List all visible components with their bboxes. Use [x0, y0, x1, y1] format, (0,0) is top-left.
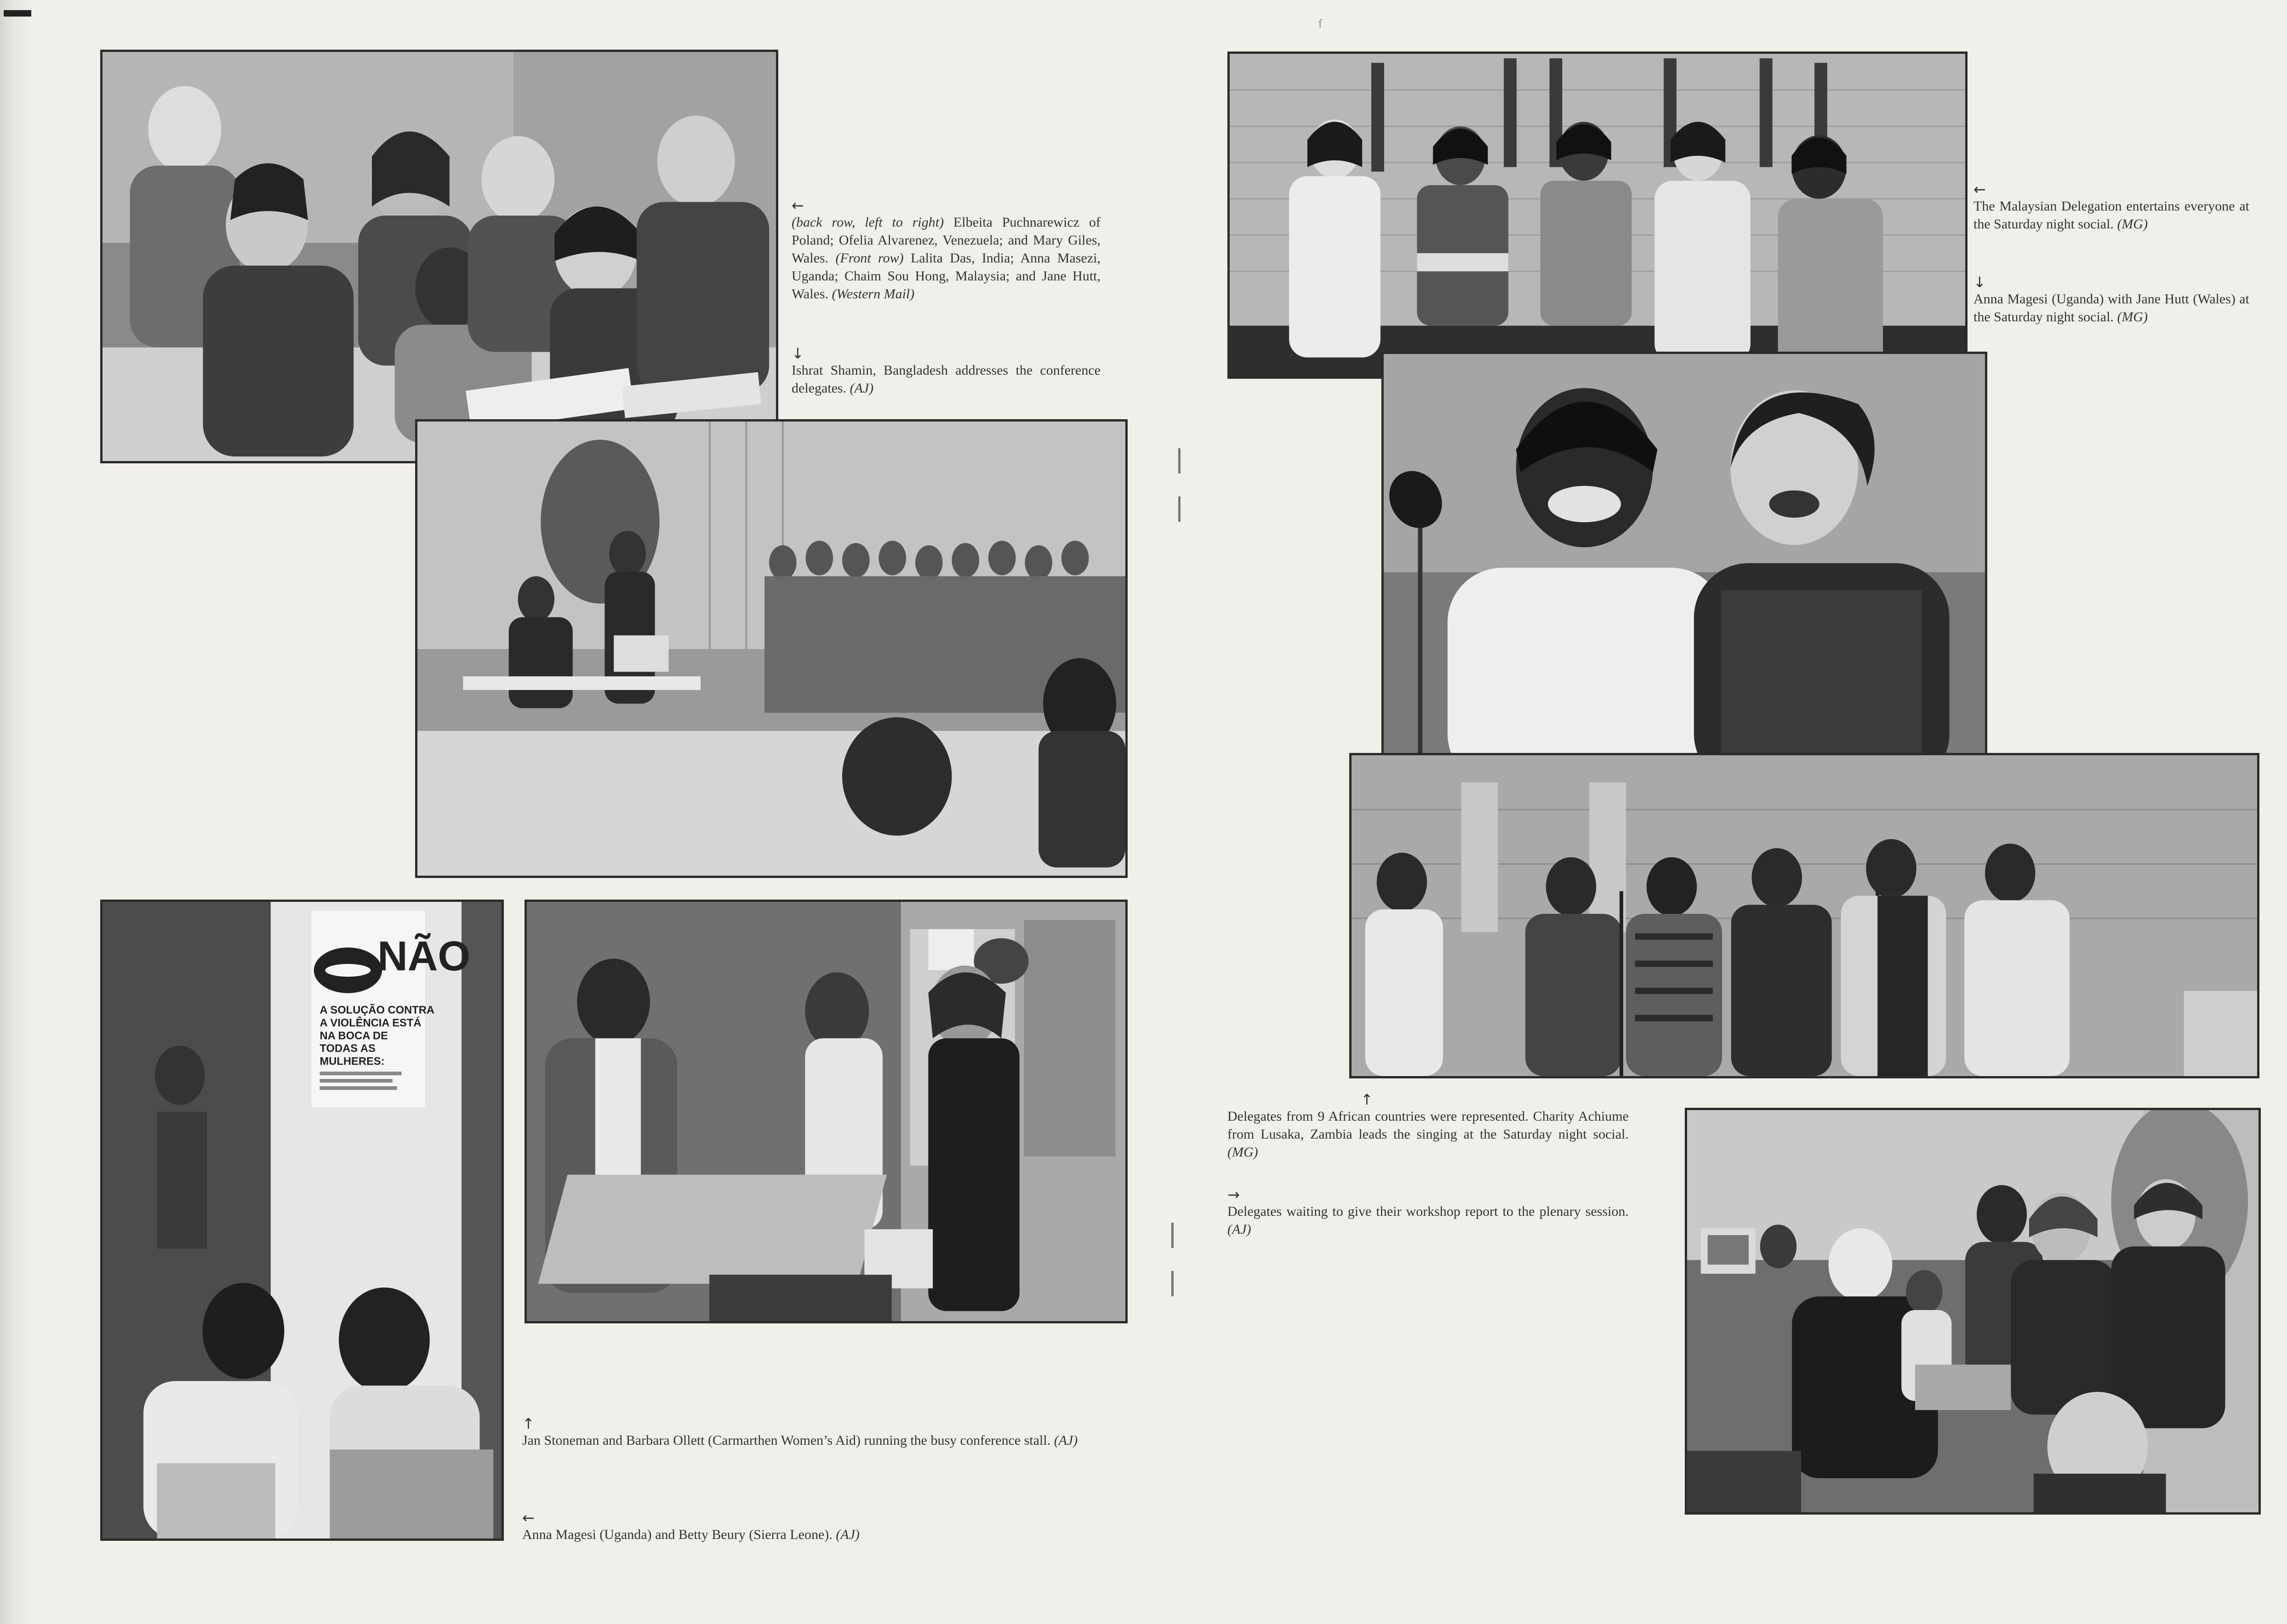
poster-line: NA BOCA DE: [319, 1029, 388, 1042]
left-arrow-icon: ←: [1973, 181, 1986, 198]
up-arrow-icon: ↑: [522, 1415, 535, 1432]
photo-credit: (MG): [2117, 217, 2148, 232]
photo-credit: (AJ): [850, 381, 874, 396]
poster-line: MULHERES:: [319, 1055, 385, 1068]
photo-conference-stall: [525, 900, 1128, 1323]
photo-credit: (AJ): [836, 1527, 860, 1542]
photo-workshop-delegates-image: [1687, 1110, 2258, 1512]
crop-mark: [4, 10, 31, 17]
caption-malaysian-delegation: [1973, 182, 2249, 233]
poster-line: TODAS AS: [319, 1042, 376, 1055]
gutter-mark: [1178, 448, 1181, 473]
gutter-mark: [1171, 1271, 1174, 1296]
photo-conference-stall-image: [527, 902, 1125, 1321]
up-arrow-icon: ↑: [1361, 1091, 1373, 1108]
page-spine: [0, 0, 32, 1624]
caption-text: Anna Magesi (Uganda) and Betty Beury (Sierra Leone).: [522, 1527, 836, 1542]
caption-anna-jane: [1973, 274, 2249, 326]
photo-delegates-group: [100, 50, 778, 463]
photo-anna-betty-image: [103, 902, 502, 1539]
caption-african-delegates: [1227, 1092, 1629, 1161]
photo-credit: (Western Mail): [832, 286, 915, 302]
caption-text: Lalita Das, India; Anna Masezi, Uganda; Chaim Sou Hong, Malaysia; and Jane Hutt, Wales.: [792, 251, 1101, 302]
poster-line: A SOLUÇÃO CONTRA: [319, 1004, 434, 1017]
photo-anna-betty: [100, 900, 504, 1541]
photo-african-delegates: [1349, 753, 2259, 1078]
caption-row-label: (Front row): [835, 251, 904, 266]
photo-malaysian-delegation: [1227, 51, 1968, 379]
photo-african-delegates-image: [1352, 755, 2257, 1076]
photo-conference-address: [415, 419, 1128, 878]
scan-mark: ſ: [1318, 17, 1323, 30]
caption-text: Ishrat Shamin, Bangladesh addresses the conference delegates.: [792, 363, 1101, 396]
photo-malaysian-delegation-image: [1230, 54, 1965, 376]
photo-anna-jane-image: [1384, 354, 1985, 788]
photo-credit: (MG): [2117, 309, 2148, 325]
poster-line: A VIOLÊNCIA ESTÁ: [319, 1016, 422, 1030]
caption-text: Anna Magesi (Uganda) with Jane Hutt (Wales) at the Saturday night social.: [1973, 291, 2249, 325]
photo-credit: (AJ): [1227, 1222, 1251, 1237]
right-arrow-icon: →: [1227, 1186, 1240, 1203]
left-arrow-icon: ←: [792, 197, 804, 214]
gutter-mark: [1171, 1223, 1174, 1248]
poster-headline: NÃO: [377, 932, 471, 980]
caption-ishrat-shamin: [792, 346, 1101, 397]
photo-credit: (AJ): [1054, 1433, 1078, 1448]
caption-text: The Malaysian Delegation entertains everyone at the Saturday night social.: [1973, 199, 2249, 232]
photo-conference-address-image: [417, 422, 1125, 876]
down-arrow-icon: ↓: [1973, 274, 1986, 291]
caption-text: Delegates from 9 African countries were represented. Charity Achiume from Lusaka, Zambia leads the singing at the Saturday night social.: [1227, 1109, 1629, 1142]
gutter-mark: [1178, 496, 1181, 522]
down-arrow-icon: ↓: [792, 345, 804, 362]
photo-workshop-delegates: [1685, 1108, 2261, 1515]
photo-credit: (MG): [1227, 1145, 1258, 1160]
caption-text: Jan Stoneman and Barbara Ollett (Carmarthen Women’s Aid) running the busy conference stall.: [522, 1433, 1054, 1448]
caption-anna-betty: [522, 1510, 1096, 1544]
caption-row-label: (back row, left to right): [792, 215, 944, 230]
caption-conference-stall: [522, 1416, 1096, 1449]
caption-text: Elbeita Puchnarewicz of Poland; Ofelia Alvarenez, Venezuela; and Mary Giles, Wales.: [792, 215, 1101, 266]
caption-text: Delegates waiting to give their workshop report to the plenary session.: [1227, 1204, 1629, 1219]
photo-delegates-group-image: [103, 52, 776, 461]
caption-delegates-group: [792, 198, 1101, 303]
photo-anna-jane: [1381, 352, 1987, 791]
left-arrow-icon: ←: [522, 1509, 535, 1527]
caption-workshop-report: [1227, 1187, 1629, 1238]
